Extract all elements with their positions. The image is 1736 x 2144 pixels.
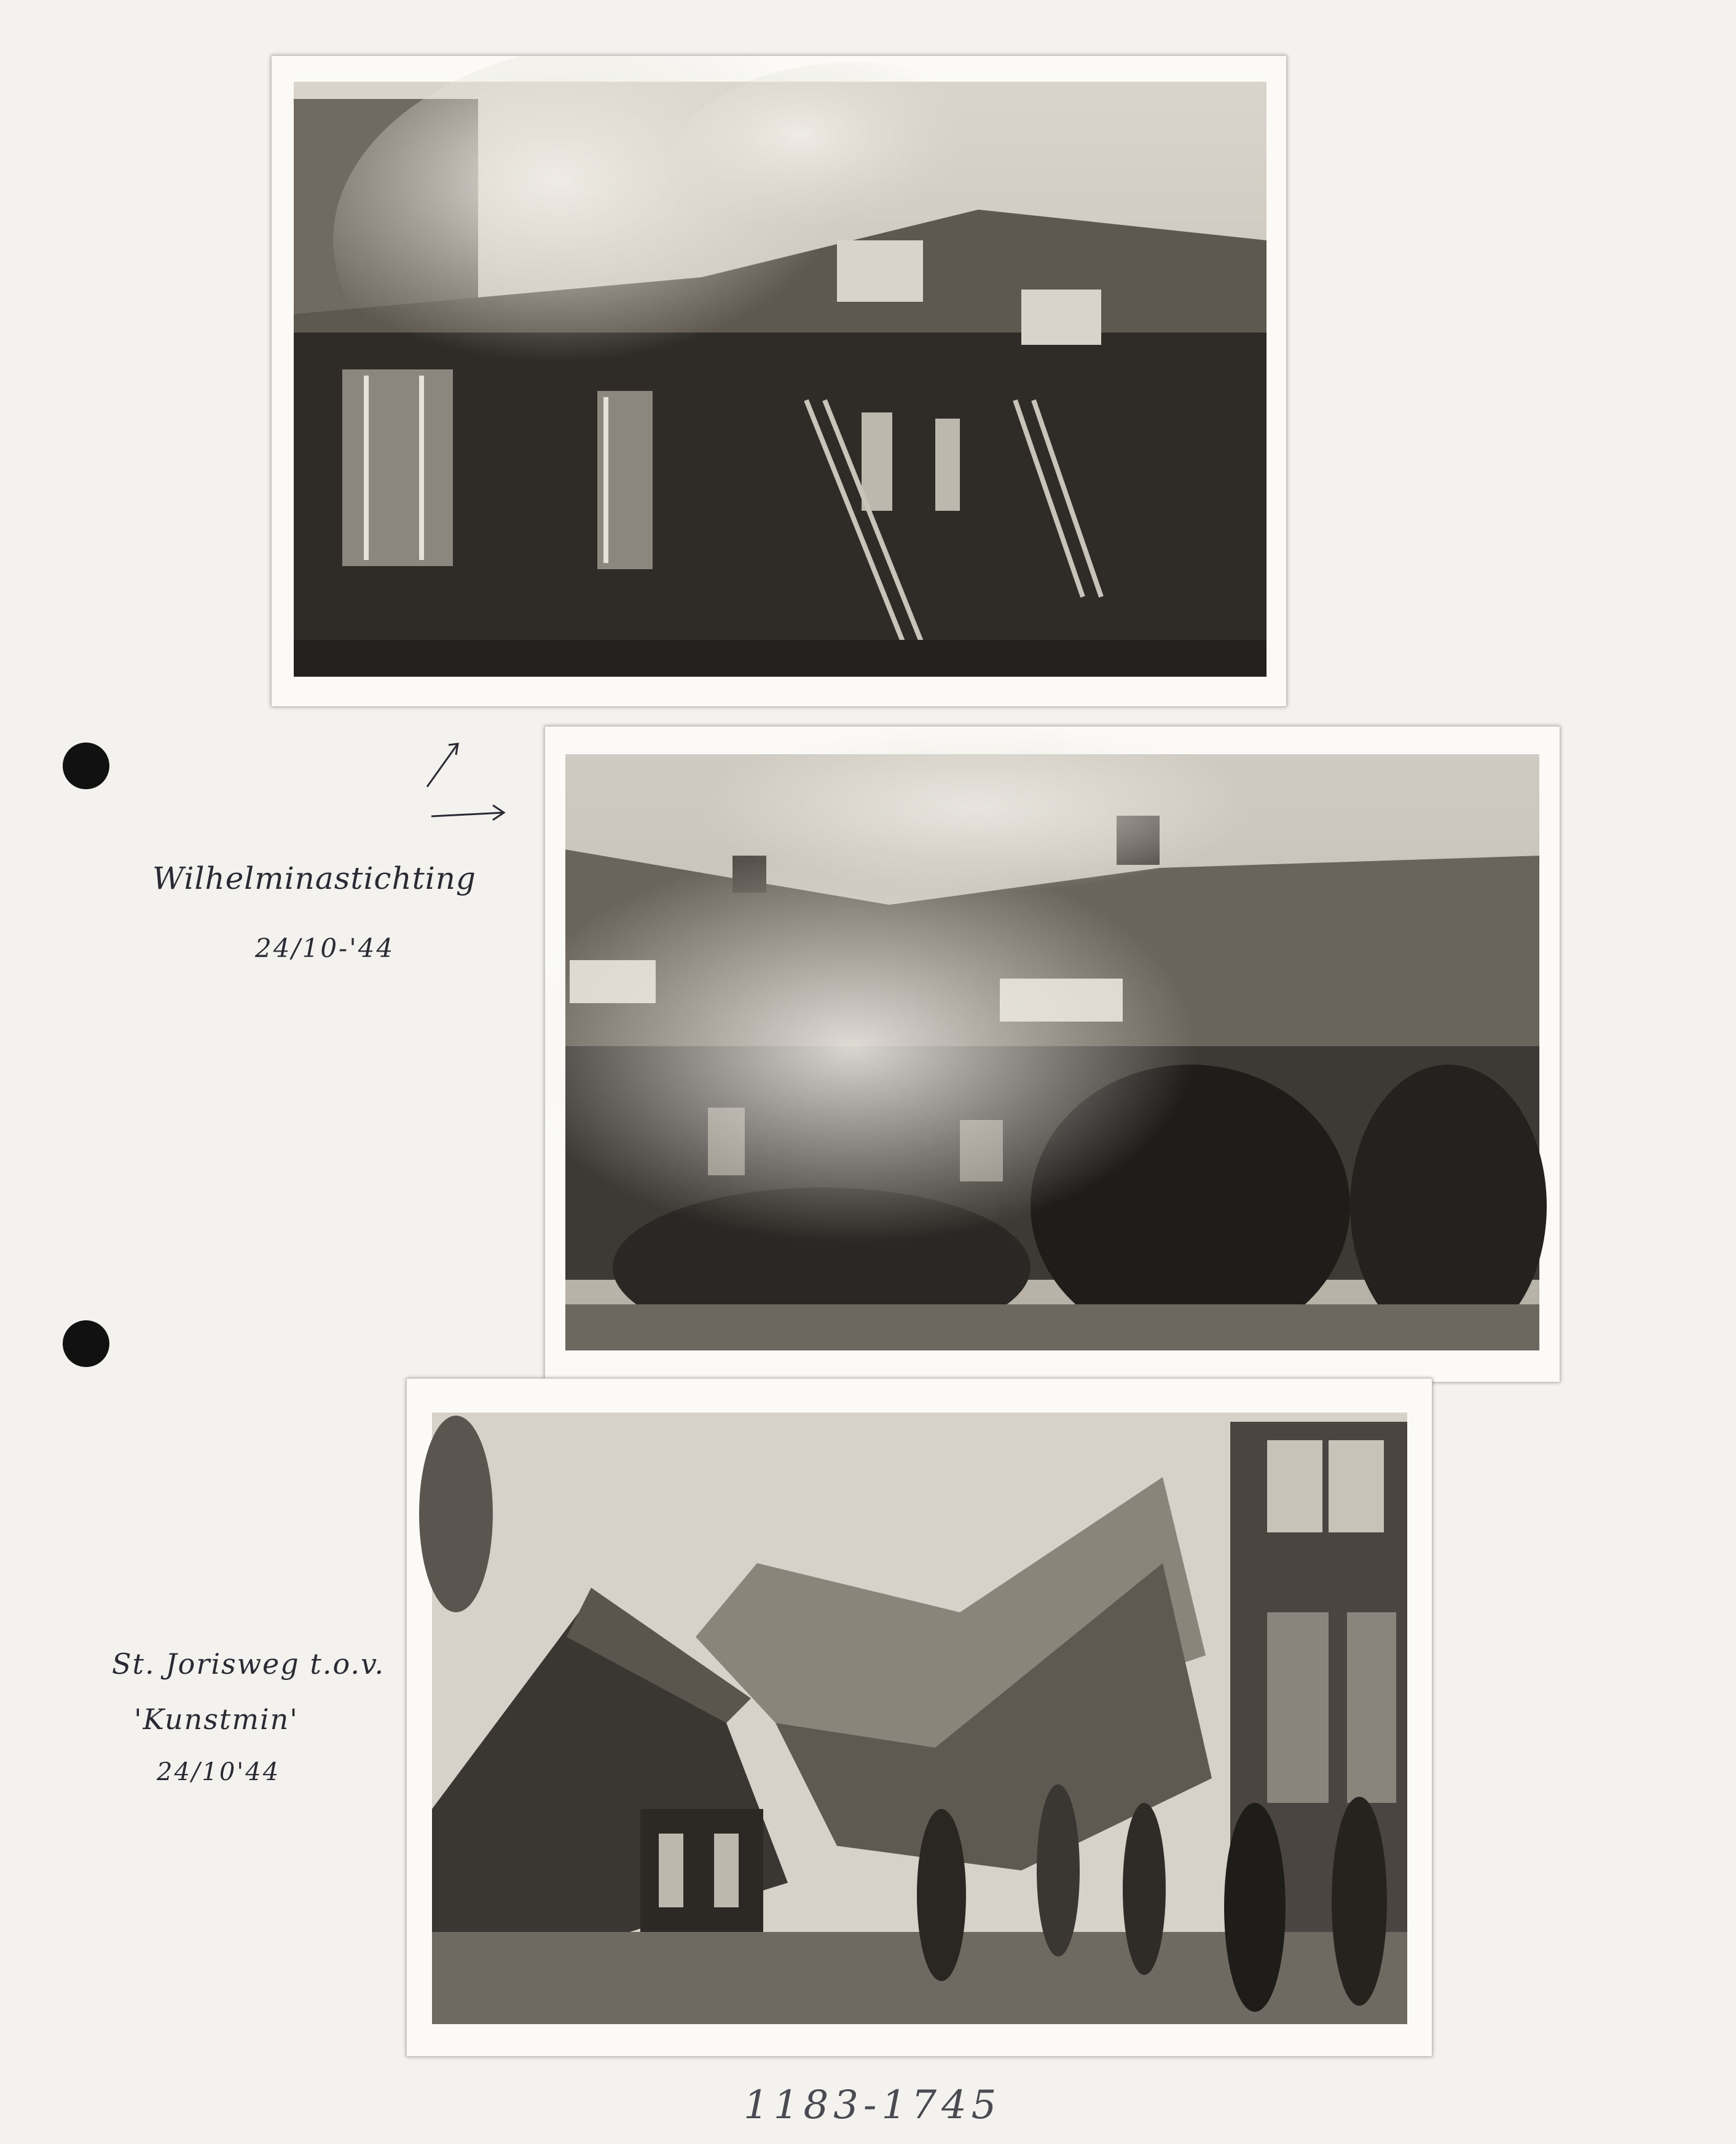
- handwritten-arrows: [424, 738, 522, 824]
- photo-2-image: [545, 727, 1560, 1382]
- photo-st-jorisweg-ruins: [406, 1378, 1432, 2057]
- caption-st-jorisweg: St. Jorisweg t.o.v.: [112, 1647, 385, 1681]
- photo-3-image: [407, 1379, 1432, 2056]
- punch-hole-top: [63, 743, 109, 789]
- photo-1-image: [272, 56, 1286, 706]
- caption-date-1: 24/10-'44: [255, 933, 395, 963]
- archive-number: 1183-1745: [744, 2083, 1002, 2128]
- photo-wilhelminastichting-fire-1: [271, 55, 1287, 707]
- punch-hole-bottom: [63, 1320, 109, 1367]
- caption-date-2: 24/10'44: [157, 1758, 281, 1786]
- caption-kunstmin: 'Kunstmin': [134, 1703, 299, 1736]
- photo-wilhelminastichting-fire-2: [544, 726, 1560, 1382]
- caption-wilhelminastichting: Wilhelminastichting: [152, 861, 476, 896]
